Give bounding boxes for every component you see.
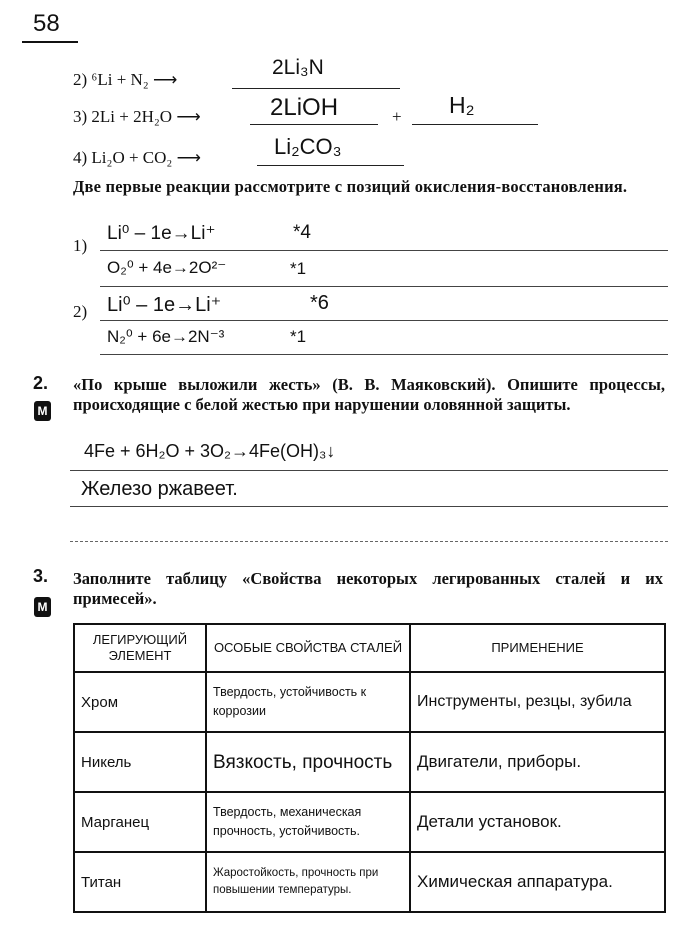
redox-2-rule1 <box>100 320 668 321</box>
table-header-row <box>74 624 665 672</box>
cell-usage: Химическая аппаратура. <box>410 852 665 912</box>
alloy-properties-table <box>73 623 666 913</box>
task-2-rule3 <box>70 541 668 542</box>
header-element: ЛЕГИРУЮЩИЙ ЭЛЕМЕНТ <box>74 624 206 672</box>
redox-2-coef1: *6 <box>310 292 329 314</box>
redox-2-rule2 <box>100 354 668 355</box>
redox-2-coef2: *1 <box>290 327 307 346</box>
cell-usage: Двигатели, приборы. <box>410 732 665 792</box>
cell-properties: Твердость, механическая прочность, устойчивость. <box>206 792 410 852</box>
reaction-3-extra: H₂ <box>449 92 475 118</box>
reaction-4-left: 4) Li₂O + CO₂ ⟶ <box>73 148 201 167</box>
redox-1-rule2 <box>100 286 668 287</box>
reaction-2-product: 2Li₃N <box>272 56 324 79</box>
page-number: 58 <box>33 10 60 37</box>
cell-element: Хром <box>74 672 206 732</box>
reaction-4-line <box>257 165 404 166</box>
redox-1-coef2: *1 <box>290 259 307 278</box>
header-properties: ОСОБЫЕ СВОЙСТВА СТАЛЕЙ <box>206 624 410 672</box>
task-2-equation: 4Fe + 6H₂O + 3O₂→4Fe(OH)₃↓ <box>84 441 336 461</box>
table-row <box>74 852 665 912</box>
cell-properties: Вязкость, прочность <box>206 732 410 792</box>
cell-element: Никель <box>74 732 206 792</box>
task-2-number: 2. <box>33 373 49 393</box>
task-3-number: 3. <box>33 566 49 586</box>
reaction-2-line <box>232 88 400 89</box>
header-usage: ПРИМЕНЕНИЕ <box>410 624 665 672</box>
cell-usage: Инструменты, резцы, зубила <box>410 672 665 732</box>
cell-properties: Жаростойкость, прочность при повышении температуры. <box>206 852 410 912</box>
reaction-2-left: 2) ⁶Li + N₂ ⟶ <box>73 70 178 89</box>
redox-instruction: Две первые реакции рассмотрите с позиций окисления-восстановления. <box>73 177 628 196</box>
reaction-3-left: 3) 2Li + 2H₂O ⟶ <box>73 107 201 126</box>
redox-1-num: 1) <box>73 236 88 255</box>
table-row <box>74 732 665 792</box>
redox-1-coef1: *4 <box>293 222 311 243</box>
redox-2-num: 2) <box>73 302 88 321</box>
task-2-rule1 <box>70 470 668 471</box>
redox-2-line1: Li⁰ – 1e→Li⁺ <box>107 294 222 316</box>
cell-usage: Детали установок. <box>410 792 665 852</box>
task-2-badge: М <box>34 401 51 421</box>
reaction-3-plus: + <box>392 107 402 126</box>
reaction-4-product: Li₂CO₃ <box>274 134 342 159</box>
redox-2-line2: N₂⁰ + 6e→2N⁻³ <box>107 327 225 346</box>
cell-element: Титан <box>74 852 206 912</box>
reaction-3-product: 2LiOH <box>270 94 339 121</box>
reaction-3-line-b <box>412 124 538 125</box>
redox-1-line1: Li⁰ – 1e→Li⁺ <box>107 223 216 244</box>
task-2-answer: Железо ржавеет. <box>81 478 238 500</box>
reaction-3-line-a <box>250 124 378 125</box>
task-2-text: «По крыше выложили жесть» (В. В. Маяковский). Опишите процессы, происходящие с белой жестью при нарушении оловянной защиты. <box>73 375 665 414</box>
redox-1-rule1 <box>100 250 668 251</box>
task-3-badge: М <box>34 597 51 617</box>
cell-element: Марганец <box>74 792 206 852</box>
task-2-rule2 <box>70 506 668 507</box>
table-row <box>74 792 665 852</box>
redox-1-line2: O₂⁰ + 4e→2O²⁻ <box>107 258 227 277</box>
table-row <box>74 672 665 732</box>
cell-properties: Твердость, устойчивость к коррозии <box>206 672 410 732</box>
page-number-underline <box>22 41 78 43</box>
task-3-text: Заполните таблицу «Свойства некоторых легированных сталей и их примесей». <box>73 569 663 608</box>
